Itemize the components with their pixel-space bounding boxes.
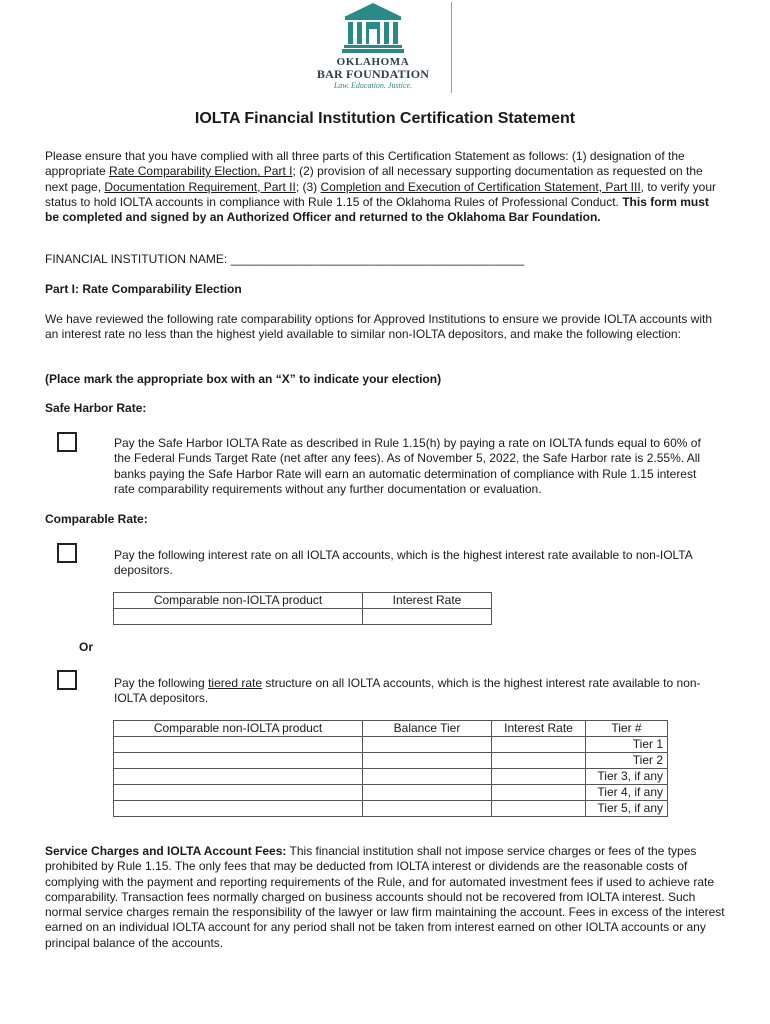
tiered-text-pre: Pay the following [114,676,209,690]
balance-tier-cell[interactable] [363,753,492,769]
product-cell[interactable] [114,769,363,785]
safe-harbor-heading: Safe Harbor Rate: [45,401,147,415]
intro-paragraph [45,149,725,225]
tiered-rate-table [113,720,668,817]
logo-divider [451,2,452,93]
intro-text-1: Please ensure that you have complied with all three parts of this Certification Statement as follows: (1) designation of the appropriate [45,149,685,179]
logo-line-1: OKLAHOMA [336,56,410,68]
table-row [114,753,668,769]
comparable-rate-checkbox[interactable] [57,543,77,563]
comparable-rate-heading: Comparable Rate: [45,512,148,526]
tier-label: Tier 4, if any [586,785,668,801]
part-1-heading: Part I: Rate Comparability Election [45,282,242,296]
header-product: Comparable non-IOLTA product [114,721,363,737]
product-cell[interactable] [114,609,363,625]
link-part-3[interactable]: Completion and Execution of Certification Statement, Part III [320,179,641,194]
balance-tier-cell[interactable] [363,801,492,817]
intro-bold-notice: This form must be completed and signed by an Authorized Officer and returned to the Oklahoma Bar Foundation. [45,194,709,225]
tier-label: Tier 5, if any [586,801,668,817]
page-title: IOLTA Financial Institution Certification Statement [194,110,576,127]
tiered-rate-checkbox[interactable] [57,670,77,690]
tiered-rate-text [114,676,714,707]
intro-text-4: , to verify your status to hold IOLTA accounts in compliance with Rule 1.15 of the Oklahoma Rules of Professional Conduct. [45,179,717,209]
tier-label: Tier 2 [586,753,668,769]
table-row [114,737,668,753]
product-cell[interactable] [114,737,363,753]
part-1-paragraph: We have reviewed the following rate comparability options for Approved Institutions to ensure we provide IOLTA accounts with an interest rate no less than the highest yield available to similar non-IOLTA depositors, and make the following election: [45,312,713,342]
comparable-rate-table [113,592,492,625]
table-header-row [114,593,492,609]
interest-rate-cell[interactable] [492,785,586,801]
product-cell[interactable] [114,801,363,817]
safe-harbor-checkbox[interactable] [57,432,77,452]
tiered-rate-link[interactable]: tiered rate [208,676,263,690]
logo-tagline: Law. Education. Justice. [333,81,413,90]
link-part-2[interactable]: Documentation Requirement, Part II [104,179,296,194]
balance-tier-cell[interactable] [363,785,492,801]
header-tier-number: Tier # [586,721,668,737]
interest-rate-cell[interactable] [492,753,586,769]
interest-rate-cell[interactable] [492,769,586,785]
or-label: Or [79,640,94,654]
balance-tier-cell[interactable] [363,737,492,753]
courthouse-icon [342,2,404,54]
header-interest-rate: Interest Rate [492,721,586,737]
tier-label: Tier 1 [586,737,668,753]
product-cell[interactable] [114,785,363,801]
intro-text-2: ; (2) provision of all necessary supporting documentation as requested on the next page, [45,164,703,194]
financial-institution-name-field[interactable]: FINANCIAL INSTITUTION NAME: ____________________________________________ [45,252,525,266]
intro-text-3: ; (3) [295,179,321,194]
logo-line-2: BAR FOUNDATION [316,67,430,81]
table-header-row [114,721,668,737]
table-row [114,769,668,785]
interest-rate-cell[interactable] [492,801,586,817]
table-row [114,801,668,817]
product-cell[interactable] [114,753,363,769]
table-row [114,609,492,625]
interest-rate-cell[interactable] [492,737,586,753]
table-row [114,785,668,801]
header-interest-rate: Interest Rate [363,593,492,609]
tier-label: Tier 3, if any [586,769,668,785]
election-instruction: (Place mark the appropriate box with an “X” to indicate your election) [45,372,442,386]
tiered-text-post: structure on all IOLTA accounts, which is the highest interest rate available to non-IOLTA depositors. [114,676,701,706]
bar-foundation-logo [312,2,434,94]
interest-rate-cell[interactable] [363,609,492,625]
fees-text: This financial institution shall not impose service charges or fees of the types prohibited by Rule 1.15. The only fees that may be deducted from IOLTA interest or dividends are the reasonable costs of complying with the payment and reporting requirements of the Rule, and for automated investment fees if used to achieve rate comparability. Transaction fees normally charged on business accounts should not be recovered from IOLTA interest. Such normal service charges remain the responsibility of the lawyer or law firm maintaining the account. Fees in excess of the interest earned on an individual IOLTA account for any period shall not be taken from interest earned on other IOLTA accounts or any principal balance of the accounts. [45,844,725,950]
link-part-1[interactable]: Rate Comparability Election, Part I [109,164,293,179]
header-product: Comparable non-IOLTA product [114,593,363,609]
header-balance-tier: Balance Tier [363,721,492,737]
comparable-rate-text: Pay the following interest rate on all IOLTA accounts, which is the highest interest rate available to non-IOLTA depositors. [114,548,693,578]
fees-paragraph [45,844,725,951]
balance-tier-cell[interactable] [363,769,492,785]
fees-heading: Service Charges and IOLTA Account Fees: [45,844,287,858]
safe-harbor-text: Pay the Safe Harbor IOLTA Rate as described in Rule 1.15(h) by paying a rate on IOLTA funds equal to 60% of the Federal Funds Target Rate (net after any fees). As of November 5, 2022, the Safe Harbor rate is 2.55%. All banks paying the Safe Harbor Rate will earn an automatic determination of compliance with Rule 1.15 interest rate comparability requirements without any further documentation or evaluation. [114,436,701,496]
